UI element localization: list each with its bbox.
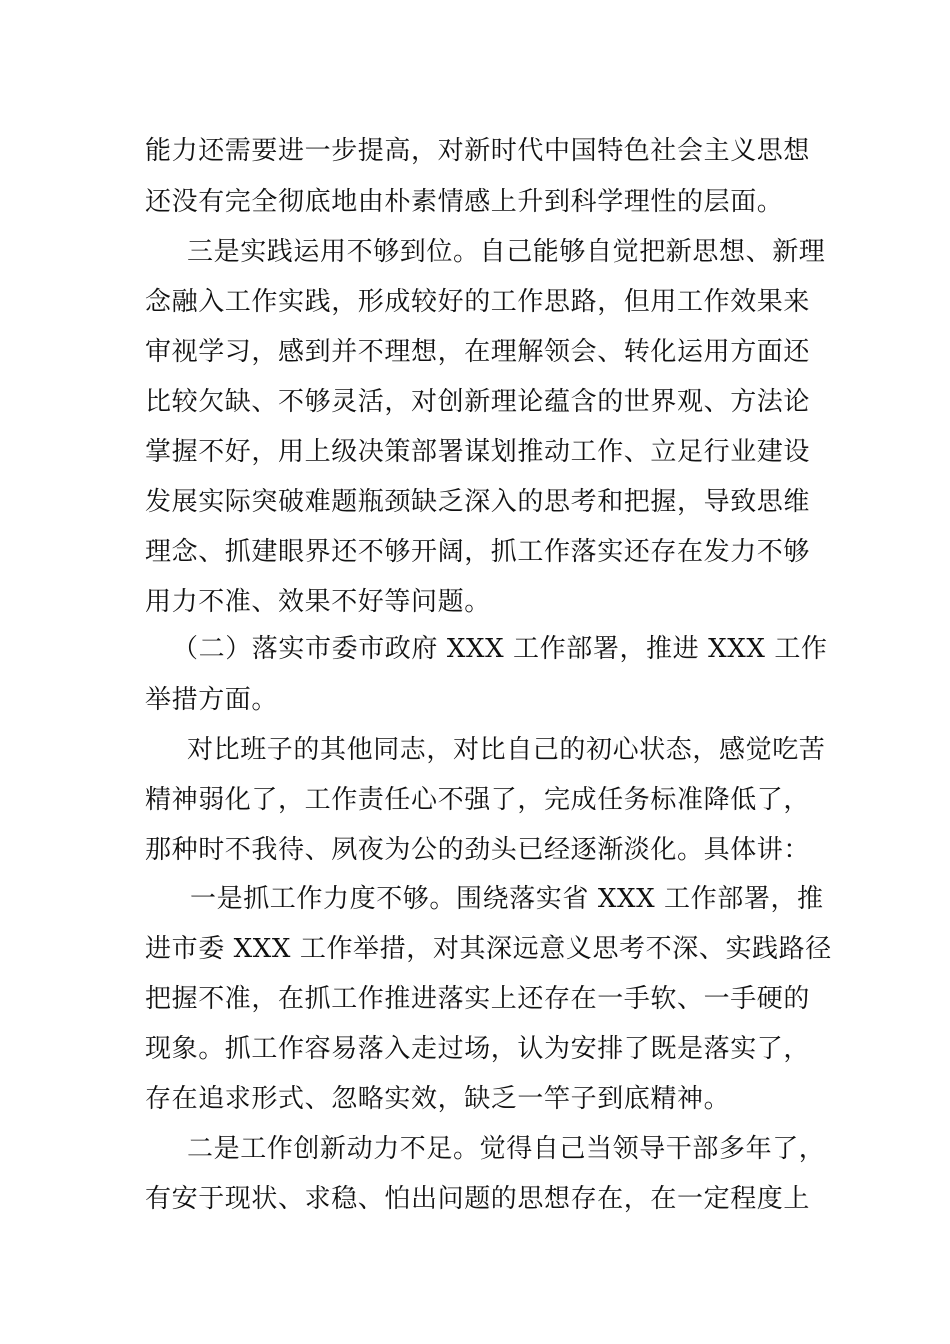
text-line: 能力还需要进一步提高，对新时代中国特色社会主义思想 (145, 136, 811, 166)
text-line: 进市委 XXX 工作举措，对其深远意义思考不深、实践路径 (145, 934, 832, 964)
text-line: 把握不准，在抓工作推进落实上还存在一手软、一手硬的 (145, 984, 811, 1014)
text-line: 存在追求形式、忽略实效，缺乏一竿子到底精神。 (145, 1084, 731, 1114)
paragraph-start-line: 一是抓工作力度不够。围绕落实省 XXX 工作部署，推 (190, 884, 824, 914)
text-line: 有安于现状、求稳、怕出问题的思想存在，在一定程度上 (145, 1184, 811, 1214)
text-line: 精神弱化了，工作责任心不强了，完成任务标准降低了， (145, 785, 811, 815)
text-line: 比较欠缺、不够灵活，对创新理论蕴含的世界观、方法论 (145, 387, 811, 417)
text-line: 念融入工作实践，形成较好的工作思路，但用工作效果来 (145, 287, 811, 317)
text-line: 发展实际突破难题瓶颈缺乏深入的思考和把握，导致思维 (145, 487, 811, 517)
paragraph-start-line: 对比班子的其他同志，对比自己的初心状态，感觉吃苦 (187, 735, 826, 765)
text-line: 用力不准、效果不好等问题。 (145, 587, 491, 617)
section-heading-line: （二）落实市委市政府 XXX 工作部署，推进 XXX 工作 (172, 634, 828, 664)
text-line: 那种时不我待、夙夜为公的劲头已经逐渐淡化。具体讲： (145, 835, 811, 865)
text-line: 掌握不好，用上级决策部署谋划推动工作、立足行业建设 (145, 437, 811, 467)
text-line: 审视学习，感到并不理想，在理解领会、转化运用方面还 (145, 337, 811, 367)
text-line: 还没有完全彻底地由朴素情感上升到科学理性的层面。 (145, 187, 784, 217)
text-line: 理念、抓建眼界还不够开阔，抓工作落实还存在发力不够 (145, 537, 811, 567)
text-line: 现象。抓工作容易落入走过场，认为安排了既是落实了， (145, 1034, 811, 1064)
section-heading-line: 举措方面。 (145, 685, 279, 715)
paragraph-start-line: 二是工作创新动力不足。觉得自己当领导干部多年了， (187, 1134, 826, 1164)
paragraph-start-line: 三是实践运用不够到位。自己能够自觉把新思想、新理 (187, 237, 826, 267)
